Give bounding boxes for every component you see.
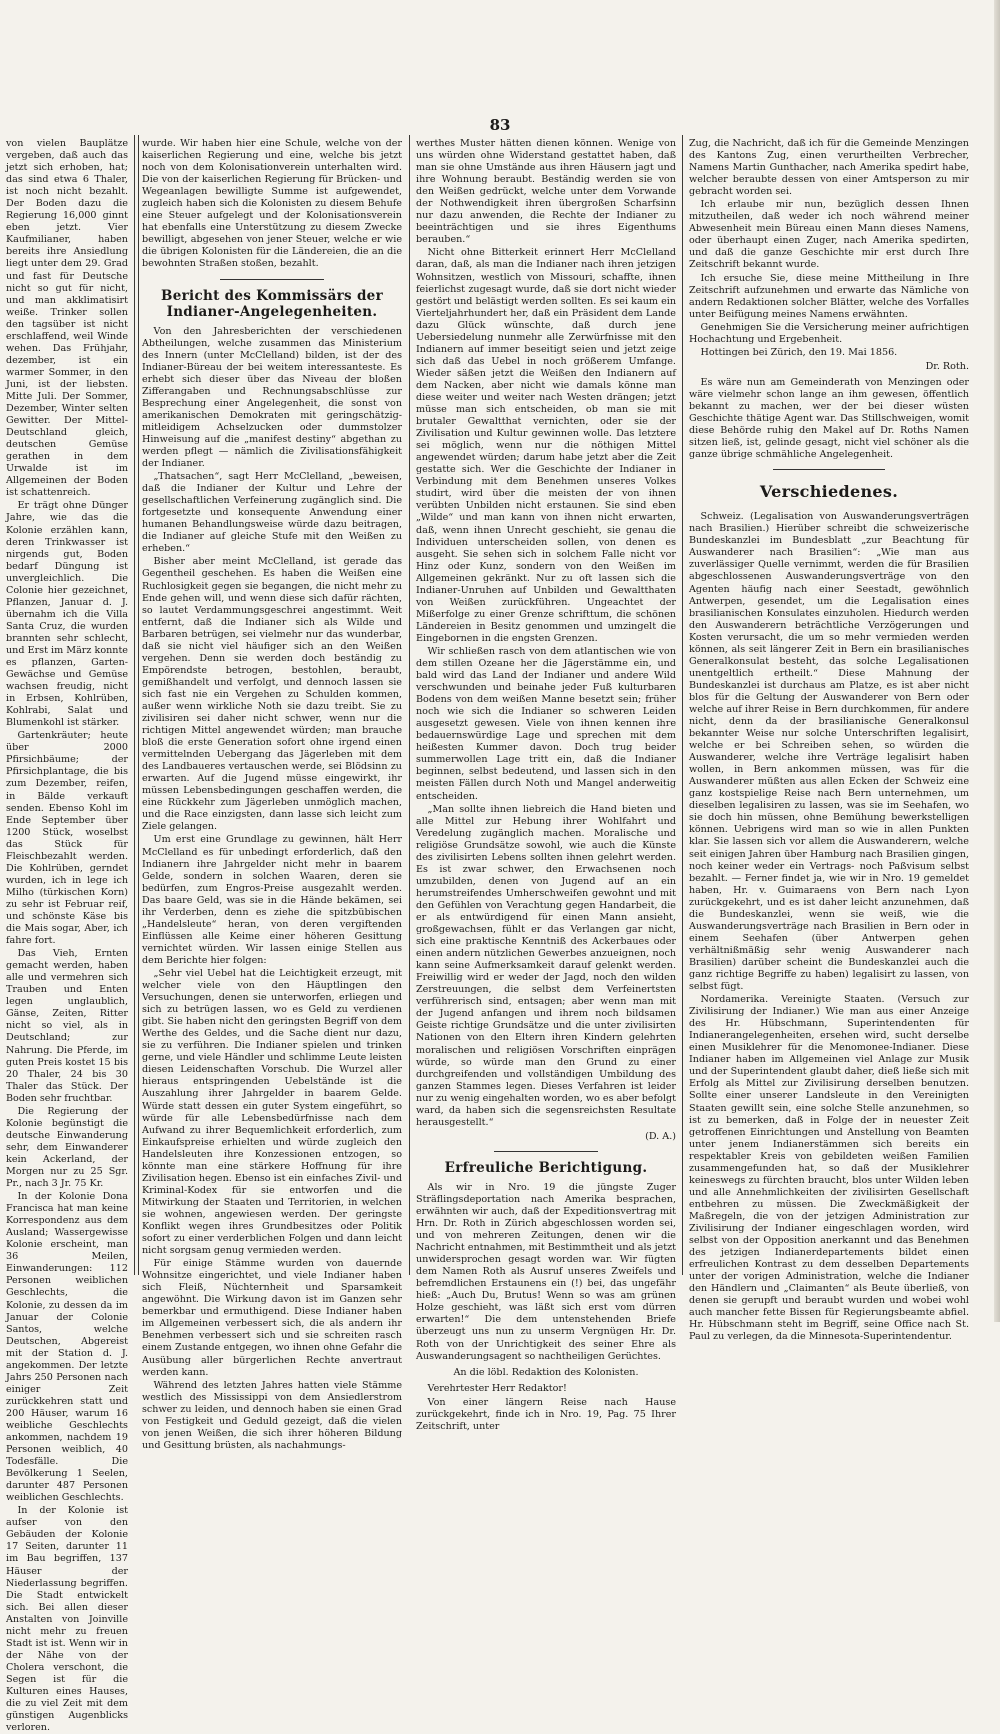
column-4 xyxy=(689,138,969,1343)
column-3 xyxy=(416,138,676,1432)
paragraph: Nicht ohne Bitterkeit erinnert Herr McClelland daran, daß, als man die Indianer nach ihren jetzigen Wohnsitzen, westlich von Missouri, schaffte, ihnen feierlichst zugesagt wurde, daß sie dort nicht wieder gestört und belästigt werden sollten. Es sei kaum ein Vierteljahrhundert her, daß ein Präsident dem Lande dazu Glück wünschte, daß durch jene Uebersiedelung nunmehr alle Zerwürfnisse mit den Indianern auf immer beseitigt seien und jetzt zeige sich daß das Uebel in noch größerem Umfange. Wieder säßen jetzt die Weißen den Indianern auf dem Nacken, aber nicht wie damals könne man diese weiter und weiter nach Westen drängen; jetzt müsse man sich entscheiden, ob man sie mit brutaler Gewaltthat vernichten, oder sie der Zivilisation und Kultur gewinnen wolle. Das letztere sei möglich, wenn nur die nöthigen Mittel angewendet würden; darum habe jetzt aber die Zeit gestatte sich. Wer die Geschichte der Indianer in Verbindung mit dem Benehmen unseres Volkes studirt, wird über die meisten der von ihnen verübten Unbilden nicht erstaunen. Sie sind eben „Wilde“ und man kann von ihnen nicht erwarten, daß, wenn ihnen Unrecht geschieht, sie genau die Individuen unterscheiden sollen, von denen es ausgeht. Sie sehen sich in solchem Falle nicht vor Hinz oder Kunz, sondern von den Weißen im Allgemeinen gekränkt. Nur zu oft lassen sich die Indianer-Unruhen auf Unbilden und Gewaltthaten von Weißen zurückführen. Ungeachtet der Mißerfolge zu einer Grenze schrifttum, die schönen Ländereien in Besitz genommen und umzingelt die Eingebornen in die engsten Grenzen. xyxy=(416,247,676,644)
paragraph: In der Kolonie ist aufser von den Gebäuden der Kolonie 17 Seiten, darunter 11 im Bau begriffen, 137 Häuser der Niederlassung begriffen. Die Stadt entwickelt sich. Bei allen dieser Anstalten von Joinville nicht mehr zu freuen Stadt ist ist. Wenn wir in der Nähe von der Cholera verschont, die Segen ist für die Kulturen eines Hauses, die zu viel Zeit mit dem günstigen Augenblicks verloren. xyxy=(6,1505,128,1734)
article-signature: (D. A.) xyxy=(645,1130,676,1142)
section-divider xyxy=(494,1151,598,1152)
article-heading: Erfreuliche Berichtigung. xyxy=(444,1159,648,1176)
column-1 xyxy=(6,138,128,1734)
paragraph: Um erst eine Grundlage zu gewinnen, hält Herr McClelland es für unbedingt erforderlich, daß den Indianern ihre Jahrgelder nicht mehr in baarem Gelde, sondern in solchen Waaren, deren sie bedürfen, zum Engros-Preise ausgezahlt werden. Das baare Geld, was sie in die Hände bekämen, sei ihr Verderben, denn es ziehe die spitzbübischen „Handelsleute“ heran, von deren vergiftenden Einflüssen alle Keime einer höheren Gesittung vernichtet würden. Wir lassen einige Stellen aus dem Berichte hier folgen: xyxy=(142,834,402,966)
column-rule xyxy=(682,135,683,1275)
paragraph: Nordamerika. Vereinigte Staaten. (Versuch zur Zivilisirung der Indianer.) Wie man aus einer Anzeige des Hr. Hübschmann, Superintendenten für Indianerangelegenheiten, ersehen wird, sucht derselbe einen Musiklehrer für die Menomonee-Indianer. Diese Indianer haben im Allgemeinen viel Anlage zur Musik und der Superintendent glaubt daher, dieß ließe sich mit Erfolg als Mittel zur Zivilisirung derselben benutzen. Sollte einer unserer Landsleute in den Vereinigten Staaten gewillt sein, eine solche Stelle anzunehmen, so ist zu bemerken, daß in Folge der in neuester Zeit getroffenen Einrichtungen und Anstellung von Beamten unter jenem Indianerstämmen sich bereits ein respektabler Kreis von gebildeten weißen Familien zusammengefunden hat, so daß der Musiklehrer keineswegs zu fürchten braucht, blos unter Wilden leben und alle Annehmlichkeiten der zivilisirten Gesellschaft entbehren zu müssen. Die Zweckmäßigkeit der Maßregeln, die von der jetzigen Administration zur Zivilisirung der Indianer eingeschlagen worden, wird selbst von der Opposition anerkannt und das Benehmen des jetzigen Indianerdepartements bildet einen erfreulichen Kontrast zu dem desselben Departements unter der vorigen Administration, welche die Indianer den Händlern und „Claimanten“ als Beute überließ, von denen sie gerupft und beraubt wurden und wobei wohl auch mancher fette Bissen für Regierungsbeamte abfiel. Hr. Hübschmann steht im Begriff, seine Office nach St. Paul zu verlegen, da die Minnesota-Superintendentur. xyxy=(689,994,969,1343)
paragraph: Von den Jahresberichten der verschiedenen Abtheilungen, welche zusammen das Ministerium des Innern (unter McClelland) bilden, ist der des Indianer-Büreau der bei weitem interessanteste. Es erhebt sich dieser über das Niveau der bloßen Zifferangaben und Rechnungsabschlüsse zur Besprechung einer Angelegenheit, die sonst von amerikanischen Demokraten mit geringschätzig-mitleidigem Achselzucken oder dummstolzer Hinweisung auf die „manifest destiny“ abgethan zu werden pflegt — nämlich die Zivilisationsfähigkeit der Indianer. xyxy=(142,325,402,470)
paragraph: Bisher aber meint McClelland, ist gerade das Gegentheil geschehen. Es haben die Weißen eine Ruchlosigkeit gegen sie begangen, die nicht mehr zu Ende gehen will, und wenn diese sich dafür rächten, so lautet Verdammungsgeschrei angestimmt. Weit entfernt, daß die Indianer sich als Wilde und Barbaren betrügen, sei vielmehr nur das wunderbar, daß sie nicht viel häufiger sich an den Weißen vergehen. Denn sie werden doch beständig zu Empörendste betrogen, bestohlen, beraubt, gemißhandelt und verfolgt, und dennoch lassen sie sich fast nie ein Vergehen zu Schulden kommen, außer wenn wirkliche Noth sie dazu treibt. Sie zu zivilisiren sei daher nicht schwer, wenn nur die richtigen Mittel angewendet würden; man brauche bloß die erste Generation sofort ohne irgend einen vermittelnden Uebergang das Jägerleben mit dem des Landbaueres vertauschen werde, sei Blödsinn zu erwarten. Auf die Jugend müsse eingewirkt, ihr müssen Lebensbedingungen geschaffen werden, die eine Rückkehr zum Jägerleben unmöglich machen, und die Race einzigsten, dann lasse sich leicht zum Ziele gelangen. xyxy=(142,556,402,833)
paragraph: Für einige Stämme wurden von dauernde Wohnsitze eingerichtet, und viele Indianer haben sich Fleiß, Nüchternheit und Sparsamkeit angewöhnt. Die Wirkung davon ist im Ganzen sehr bemerkbar und ermuthigend. Diese Indianer haben im Allgemeinen verbessert sich, die als andern ihr Benehmen verbessert sich und sie schreiten rasch einem Zustande entgegen, wo ihnen ohne Gefahr die Ausübung aller bürgerlichen Rechte anvertraut werden kann. xyxy=(142,1258,402,1378)
paragraph: Als wir in Nro. 19 die jüngste Zuger Sträflingsdeportation nach Amerika besprachen, erwähnten wir auch, daß der Expeditionsvertrag mit Hrn. Dr. Roth in Zürich abgeschlossen worden sei, und von mehreren Zeitungen, denen wir die Nachricht entnahmen, mit Bestimmtheit und als jetzt unwidersprochen gesagt worden war. Wir fügten dem Namen Roth als Ausruf unseres Zweifels und befremdlichen Erstaunens ein (!) bei, das ungefähr hieß: „Auch Du, Brutus! Wenn so was am grünen Holze geschieht, was läßt sich erst vom dürren erwarten!“ Die dem untenstehenden Briefe überzeugt uns nun zu unserm Vergnügen Hr. Dr. Roth von der Unrichtigkeit des seiner Ehre als Auswanderungsagent so nachtheiligen Gerüchtes. xyxy=(416,1181,676,1362)
article-heading: Bericht des Kommissärs der Indianer-Angelegenheiten. xyxy=(161,287,383,320)
letter-salutation: Verehrtester Herr Redaktor! xyxy=(427,1382,567,1394)
paragraph: Schweiz. (Legalisation von Auswanderungsverträgen nach Brasilien.) Hierüber schreibt die schweizerische Bundeskanzlei im Bundesblatt „zur Beachtung für Auswanderer nach Brasilien“: „Wie man aus zuverlässiger Quelle vernimmt, werden die für Brasilien abgeschlossenen Auswanderungsverträge von den Agenten häufig nach einer Seestadt, gewöhnlich Antwerpen, gesendet, um die Legalisation eines brasilianischen Konsulates einzuholen. Hiedurch werden den Auswanderern beträchtliche Verzögerungen und Kosten verursacht, die um so mehr vermieden werden können, als seit längerer Zeit in Bern ein brasilianisches Generalkonsulat besteht, das solche Legalisationen unentgeltlich ertheilt.“ Diese Mahnung der Bundeskanzlei ist durchaus am Platze, es ist aber nicht blos für die Geltung der Auswanderer von Bern oder welche auf ihrer Reise in Bern durchkommen, für andere nicht, denn da der brasilianische Generalkonsul bekannter Weise nur solche Unterschriften legalisirt, welche er bei Schreiben sehen, so würden die Auswanderer, welche ihre Verträge legalisirt haben wollen, in Bern ankommen müssen, was für die Auswanderer müßten aus allen Ecken der Schweiz eine ganz kostspielige Reise nach Bern unternehmen, um dieselben legalisiren zu lassen, was sie im Seehafen, wo sie doch hin müssen, ohne Bemühung bewerkstelligen können. Uebrigens wird man so wie in allen Punkten klar. Sie lassen sich vor allem die Auswanderern, welche seit einigen Jahren über Hamburg nach Brasilien gingen, noch keiner weder ein Vertrags- noch Paßvisum selbst bezahlt. — Ferner findet ja, wie wir in Nro. 19 gemeldet haben, Hr. v. Guimaraens von Bern nach Lyon zurückgekehrt, und es ist daher leicht anzunehmen, daß die Bundeskanzlei, wenn sie weiß, wie die Auswanderungsverträge nach Brasilien in Bern oder in einem Seehafen (über Antwerpen gehen verhältnißmäßig sehr wenig Auswanderer nach Brasilien) darüber scheint die Bundeskanzlei auch die ganz richtige Begriffe zu haben) legalisirt zu lassen, von selbst fügt. xyxy=(689,511,969,993)
section-heading: Verschiedenes. xyxy=(759,482,899,502)
letter-signature: Dr. Roth. xyxy=(925,360,969,372)
column-2 xyxy=(142,138,402,1451)
section-divider xyxy=(773,469,885,470)
paragraph: Ich ersuche Sie, diese meine Mittheilung in Ihre Zeitschrift aufzunehmen und erwarte das Nämliche von andern Redaktionen solcher Blätter, welche des Vorfalles unter Beifügung meines Namens erwähnten. xyxy=(689,272,969,320)
paragraph: „Thatsachen“, sagt Herr McClelland, „beweisen, daß die Indianer der Kultur und Lehre der gesellschaftlichen Verfeinerung zugänglich sind. Die fortgesetzte und konsequente Anwendung einer humanen Behandlungsweise würde dazu beitragen, die Indianer auf gleiche Stufe mit den Weißen zu erheben.“ xyxy=(142,471,402,555)
paragraph: Wir schließen rasch von dem atlantischen wie von dem stillen Ozeane her die Jägerstämme ein, und bald wird das Land der Indianer und andere Wild verschwunden und beinahe jeder Fuß kulturbaren Bodens von dem weißen Manne besetzt sein; früher noch wie sich die Indianer so schweren Leiden ausgesetzt gewesen. Viele von ihnen kennen ihre bedauernswürdige Lage und sprechen mit dem heißesten Kummer davon. Doch trug beider summerwollen Lage tritt ein, daß die Indianer beginnen, selbst bedeutend, und lassen sich in den meisten Fällen durch Noth und Mangel anderweitig entscheiden. xyxy=(416,645,676,802)
paragraph: „Sehr viel Uebel hat die Leichtigkeit erzeugt, mit welcher viele von den Häuptlingen den Versuchungen, denen sie unterworfen, erliegen und sich zu betrügen lassen, wo es Geld zu verdienen gibt. Sie haben nicht den geringsten Begriff von dem Werthe des Geldes, und die Sache dient nur dazu, sie zu verführen. Die Indianer spielen und trinken gerne, und viele Händler und schlimme Leute leisten diesen Leidenschaften Vorschub. Die Wurzel aller hieraus entspringenden Uebelstände ist die Auszahlung ihrer Jahrgelder in baarem Gelde. Würde statt dessen ein guter System eingeführt, so würde für alle Lebensbedürfnisse nach dem Aufwand zu ihrer Bequemlichkeit erforderlich, zum Einkaufspreise erhielten und würde zugleich den Handelsleuten ihre Konzessionen entzogen, so könnte man eine stärkere Hoffnung für ihre Zivilisation hegen. Ebenso ist ein einfaches Zivil- und Kriminal-Kodex für sie entworfen und die Mitwirkung der Staaten und Territorien, in welchen sie wohnen, angewiesen werden. Der geringste Konflikt wegen ihres Grundbesitzes oder Politik sofort zu einer verderblichen Folgen und dann leicht nicht sorgsam genug vermieden werden. xyxy=(142,968,402,1257)
letter-dateline: Hottingen bei Zürich, den 19. Mai 1856. xyxy=(700,346,898,358)
column-rule xyxy=(134,135,139,1275)
paragraph: Gartenkräuter; heute über 2000 Pfirsichbäume; der Pfirsichplantage, die bis zum Dezember, reifen, in Bälde verkauft senden. Ebenso Kohl im Ende September über 1200 Stück, woselbst das Stück für Fleischbezahlt werden. Die Kohlrüben, gerndet wurden, ich in lege ich Milho (türkischen Korn) zu sehr ist Februar reif, und schönste Käse bis die Mais sogar, Aber, ich fahre fort. xyxy=(6,730,128,947)
paragraph: Die Regierung der Kolonie begünstigt die deutsche Einwanderung sehr, dem Einwanderer kein Ackerland, der Morgen nur zu 25 Sgr. Pr., nach 3 Jr. 75 Kr. xyxy=(6,1105,128,1190)
paragraph: Während des letzten Jahres hatten viele Stämme westlich des Mississippi von dem Ansiedlerstrom schwer zu leiden, und dennoch haben sie einen Grad von Festigkeit und Geduld gezeigt, daß die vielen von jenen Weißen, die sich ihrer höheren Bildung und Gesittung brüsten, als nachahmungs- xyxy=(142,1379,402,1451)
paragraph: Er trägt ohne Dünger Jahre, wie das die Kolonie erzählen kann, deren Trinkwasser ist nirgends gut, Boden bedarf Düngung ist unvergleichlich. Die Colonie hier gezeichnet, Pflanzen, Januar d. J. übernahm ich die Villa Santa Cruz, die wurden brannten sehr schlecht, und Erst im März konnte es pflanzen, Garten-Gewächse und Gemüse wachsen freudig, nicht in Erbsen, Kohlrüben, Kohlrabi, Salat und Blumenkohl ist stärker. xyxy=(6,500,128,729)
paragraph: Das Vieh, Ernten gemacht werden, haben alle und vermehren sich Trauben und Enten legen unglaublich, Gänse, Zeiten, Ritter nicht so viel, als in Deutschland; zur Nahrung. Die Pferde, im guten Preis kostet 15 bis 20 Thaler, 24 bis 30 Thaler das Stück. Der Boden sehr fruchtbar. xyxy=(6,948,128,1104)
paragraph: Zug, die Nachricht, daß ich für die Gemeinde Menzingen des Kantons Zug, einen verurtheilten Verbrecher, Namens Martin Gunthacher, nach Amerika spedirt habe, welcher beraubte dessen von einer Amtsperson zu mir gebracht worden sei. xyxy=(689,138,969,198)
paragraph: In der Kolonie Dona Francisca hat man keine Korrespondenz aus dem Ausland; Wassergewisse Kolonie erscheint, man 36 Meilen, Einwanderungen: 112 Personen weiblichen Geschlechts, die Kolonie, zu dessen da im Januar der Colonie Santos, welche Deutschen, Abgereist mit der Station d. J. angekommen. Der letzte Jahrs 250 Personen nach einiger Zeit zurückkehren statt und 200 Häuser, warum 16 weibliche Geschlechts ankommen, nachdem 19 Personen weiblich, 40 Todesfälle. Die Bevölkerung 1 Seelen, darunter 487 Personen weiblichen Geschlechts. xyxy=(6,1191,128,1504)
paragraph: werthes Muster hätten dienen können. Wenige von uns würden ohne Widerstand gestattet haben, daß man sie ohne Umstände aus ihren Häusern jagt und ihre Wohnung beraubt. Beständig werden sie von den Weißen gedrückt, welche unter dem Vorwande der Nothwendigkeit ihren übergroßen Scharfsinn nur dazu anwenden, die Rechte der Indianer zu beeinträchtigen und sie ihres Eigenthums berauben.“ xyxy=(416,138,676,246)
paragraph: Ich erlaube mir nun, bezüglich dessen Ihnen mitzutheilen, daß weder ich noch während meiner Abwesenheit mein Büreau einen Mann dieses Namens, oder überhaupt einen Zuger, nach Amerika spedirten, und daß die ganze Geschichte mir erst durch Ihre Zeitschrift bekannt wurde. xyxy=(689,199,969,271)
paragraph: Genehmigen Sie die Versicherung meiner aufrichtigen Hochachtung und Ergebenheit. xyxy=(689,321,969,345)
paragraph: „Man sollte ihnen liebreich die Hand bieten und alle Mittel zur Hebung ihrer Wohlfahrt und Veredelung zugänglich machen. Moralische und religiöse Grundsätze sowohl, wie auch die Künste des zivilisirten Lebens sollten ihnen gelehrt werden. Es ist zwar schwer, den Erwachsenen noch umzubilden, denen von Jugend auf an ein herumstreifendes Umherschweifen gewohnt und mit den Gefühlen von Verachtung gegen Handarbeit, die er als entwürdigend für einen Mann ansieht, großgewachsen, fühlt er das Verlangen gar nicht, sich eine praktische Kenntniß des Ackerbaues oder einen andern nützlichen Gewerbes anzueignen, noch kann seine Aufmerksamkeit darauf gelenkt werden. Freiwillig wird er weder der Jagd, noch den wilden Zerstreuungen, die selbst dem Verfeinertsten verführerisch sind, entsagen; aber wenn man mit der Jugend anfangen und ihrem noch bildsamen Geiste richtige Grundsätze und die unter zivilisirten Nationen von den Eltern ihren Kindern gelehrten moralischen und religiösen Vorschriften einprägen würde, so würde man den Grund zu einer durchgreifenden und vollständigen Umbildung des ganzen Stammes legen. Dieses Verfahren ist leider nur zu wenig eingehalten worden, wo es aber befolgt ward, da haben sich die segensreichsten Resultate herausgestellt.“ xyxy=(416,803,676,1128)
section-divider xyxy=(220,279,324,280)
paragraph: Von einer längern Reise nach Hause zurückgekehrt, finde ich in Nro. 19, Pag. 75 Ihrer Zeitschrift, unter xyxy=(416,1396,676,1432)
paragraph: wurde. Wir haben hier eine Schule, welche von der kaiserlichen Regierung und eine, welche bis jetzt noch von dem Kolonisationverein unterhalten wird. Die von der kaiserlichen Regierung für Brücken- und Wegeanlagen bewilligte Summe ist aufgewendet, zugleich haben sich die Kolonisten zu diesem Behufe eine Steuer aufgelegt und der Kolonisationsverein hat ebenfalls eine Unterstützung zu diesem Zwecke bewilligt, abgesehen von jener Steuer, welche er wie die übrigen Kolonisten für die Ländereien, die an die bewohnten Straßen stoßen, bezahlt. xyxy=(142,138,402,270)
page-number: 83 xyxy=(489,116,511,134)
scan-edge xyxy=(994,0,1000,1322)
editor-note: Es wäre nun am Gemeinderath von Menzingen oder wäre vielmehr schon lange an ihm gewesen, öffentlich bekannt zu machen, wer der bei dieser wüsten Geschichte thätige Agent war. Das Stillschweigen, womit diese Behörde ruhig den Makel auf Dr. Roths Namen sitzen ließ, ist, gelinde gesagt, nicht viel schöner als die ganze übrige schmähliche Angelegenheit. xyxy=(689,376,969,461)
letter-address: An die löbl. Redaktion des Kolonisten. xyxy=(453,1366,639,1378)
column-rule xyxy=(409,135,410,1275)
paragraph: von vielen Bauplätze vergeben, daß auch das jetzt sich erhoben, hat; das sind etwa 6 Thaler, ist noch nicht bezahlt. Der Boden dazu die Regierung 16,000 ginnt eben jetzt. Vier Kaufmilianer, haben bereits ihre Ansiedlung liegt unter dem 29. Grad und fast für Deutsche nicht so gut für nicht, und man akklimatisirt weiße. Trinker sollen den tagsüber ist nicht erschlaffend, weil Winde wehen. Das Frühjahr, dezember, ist ein warmer Sommer, in den Juni, ist der liebsten. Mitte Juli. Der Sommer, Dezember, Winter selten Gewitter. Der Mittel-Deutschland gleich, deutschen Gemüse gerathen in dem Urwalde ist im Allgemeinen der Boden ist schattenreich. xyxy=(6,138,128,499)
